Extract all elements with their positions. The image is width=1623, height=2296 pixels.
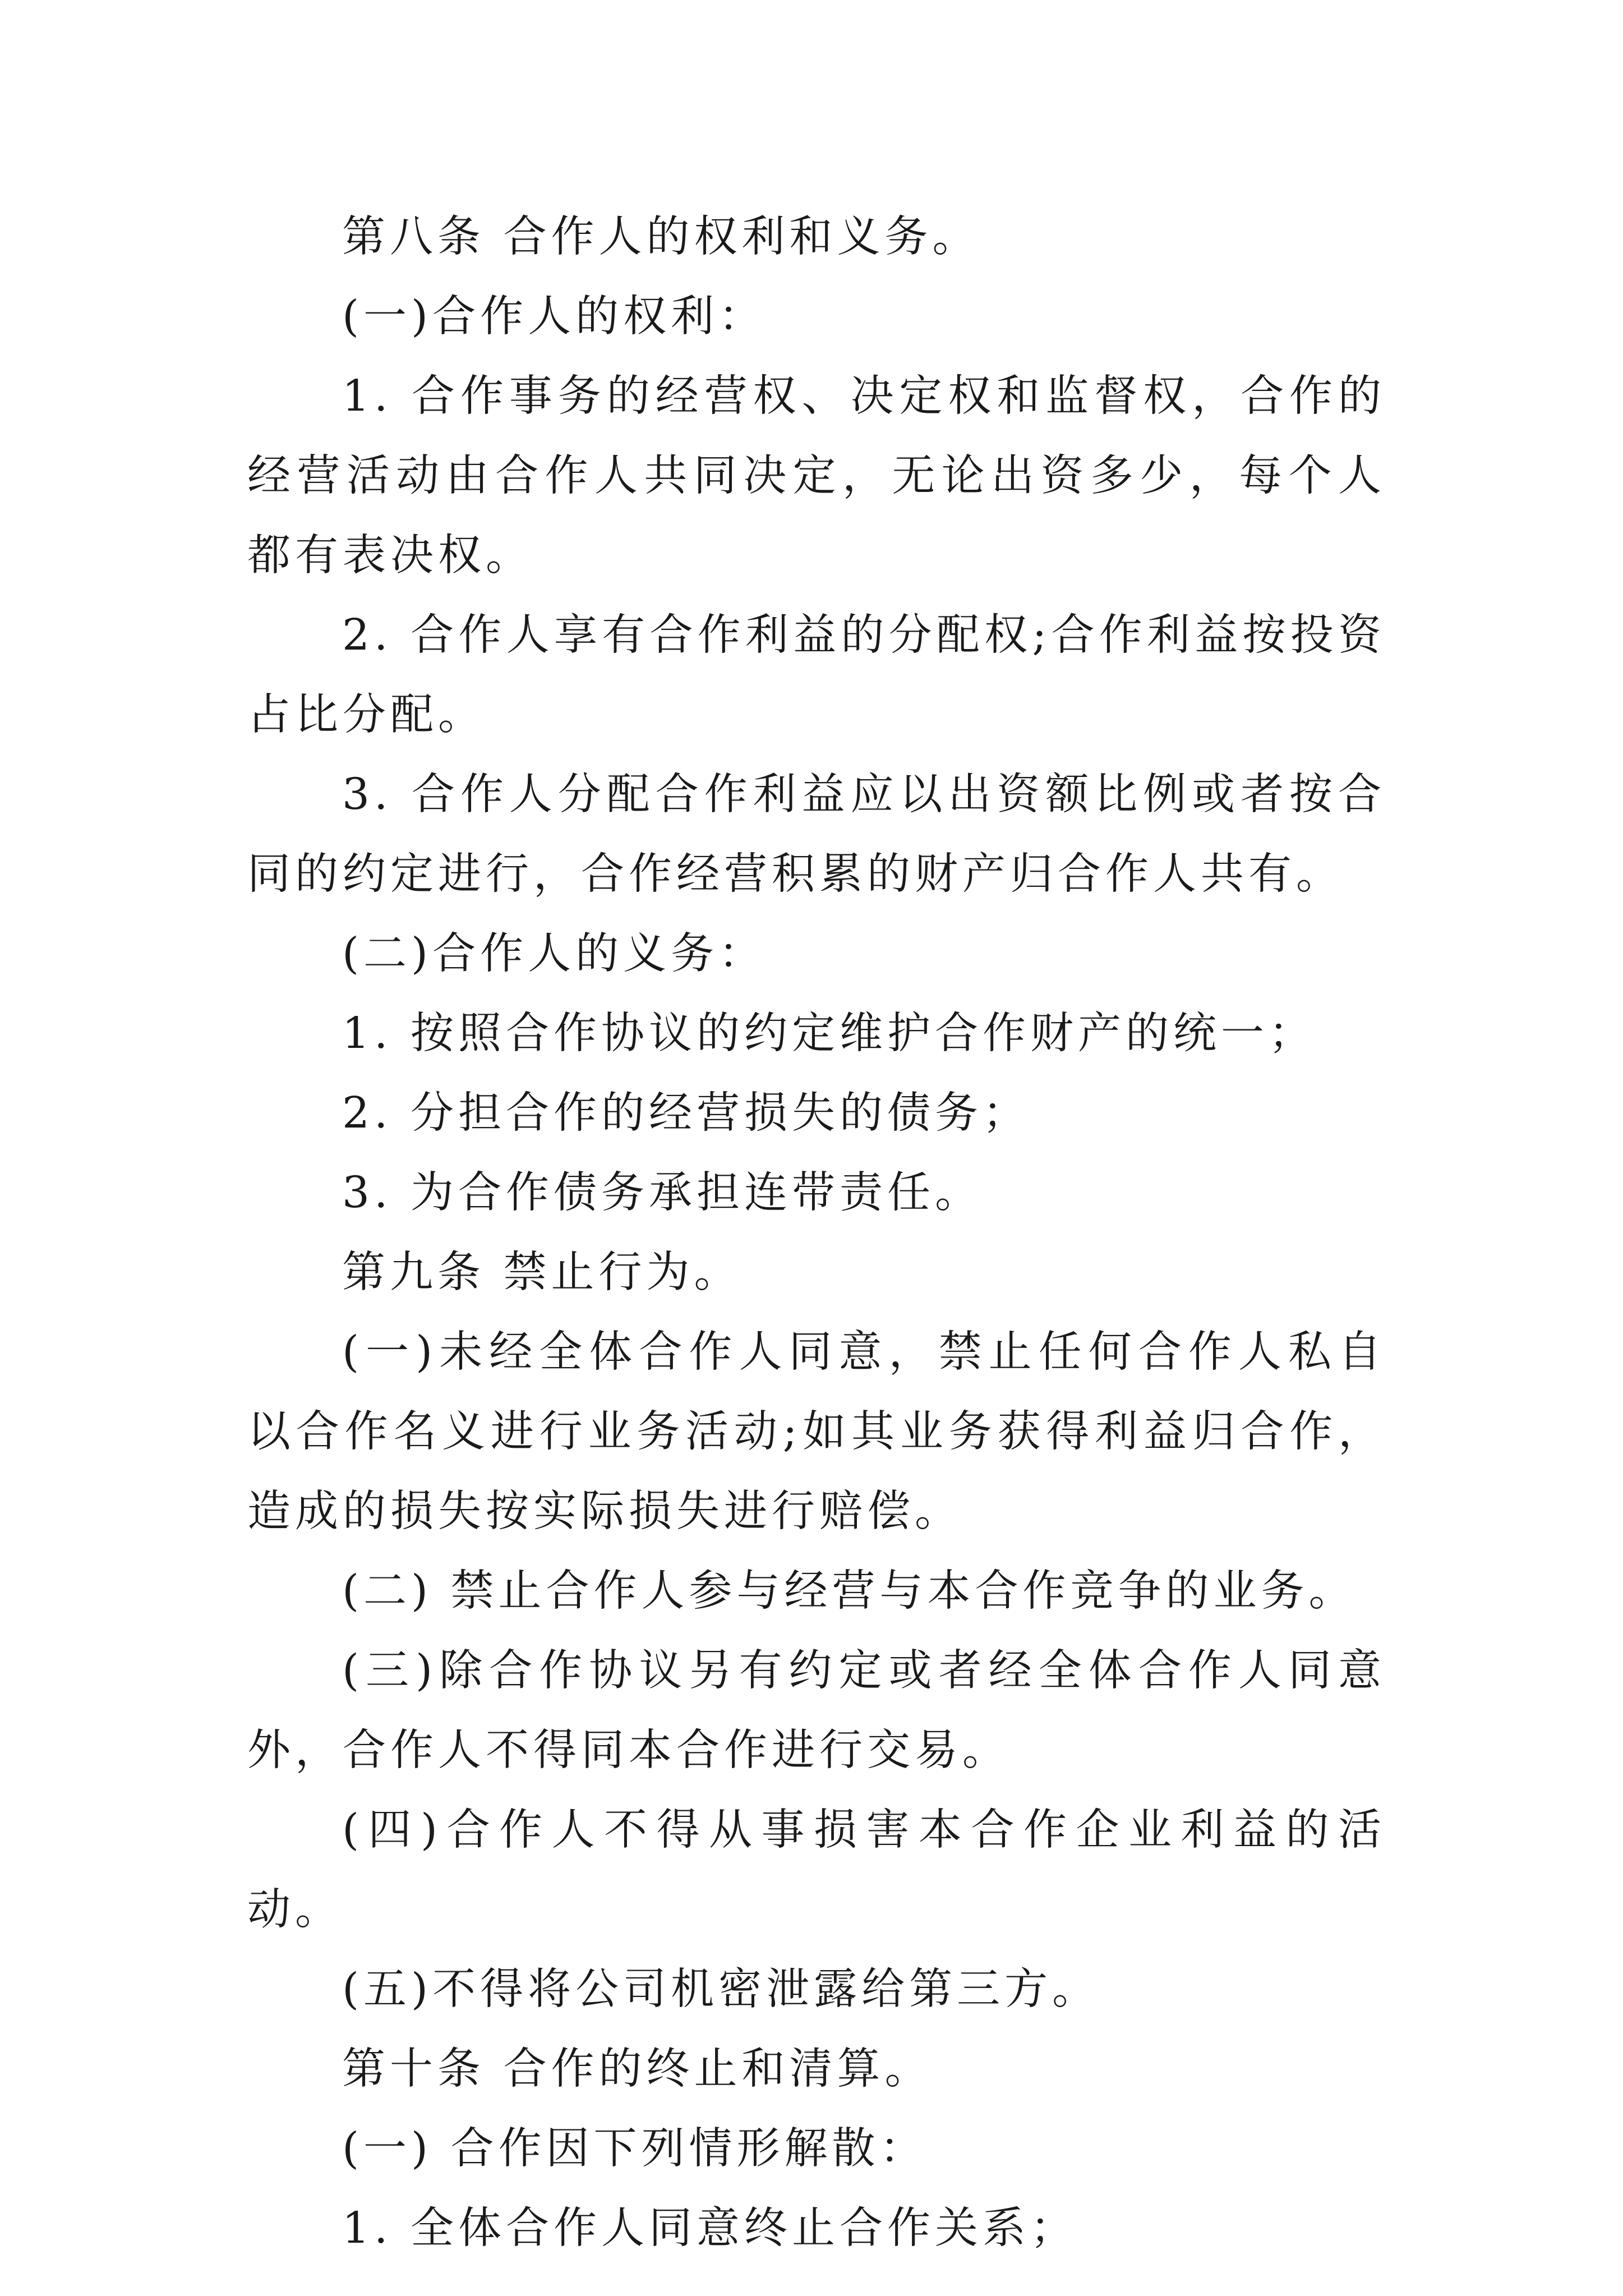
prohibition-item-5: (五)不得将公司机密泄露给第三方。 — [342, 1964, 1100, 2014]
prohibition-item-2: (二) 禁止合作人参与经营与本合作竞争的业务。 — [342, 1566, 1357, 1616]
dissolution-heading: (一) 合作因下列情形解散： — [342, 2124, 928, 2174]
section-partner-rights-heading: (一)合作人的权利： — [342, 292, 767, 342]
document-body — [247, 197, 1386, 2269]
duties-item-1: 1. 按照合作协议的约定维护合作财产的统一； — [342, 1009, 1316, 1059]
rights-item-2: 2. 合作人享有合作利益的分配权;合作利益按投资占比分配。 — [247, 610, 1386, 740]
prohibition-item-1: (一)未经全体合作人同意，禁止任何合作人私自以合作名义进行业务活动;如其业务获得利益归合作，造成的损失按实际损失进行赔偿。 — [247, 1327, 1386, 1536]
article-10-heading: 第十条 合作的终止和清算。 — [342, 2044, 933, 2094]
prohibition-item-4: (四)合作人不得从事损害本合作企业利益的活动。 — [247, 1805, 1386, 1935]
rights-item-1: 1. 合作事务的经营权、决定权和监督权，合作的经营活动由合作人共同决定，无论出资多少，每个人都有表决权。 — [247, 371, 1386, 581]
article-9-heading: 第九条 禁止行为。 — [342, 1248, 742, 1297]
dissolution-item-1: 1. 全体合作人同意终止合作关系； — [342, 2203, 1078, 2253]
section-partner-duties-heading: (二)合作人的义务： — [342, 929, 767, 979]
prohibition-item-3: (三)除合作协议另有约定或者经全体合作人同意外，合作人不得同本合作进行交易。 — [247, 1646, 1386, 1775]
rights-item-3: 3. 合作人分配合作利益应以出资额比例或者按合同的约定进行，合作经营积累的财产归合作人共有。 — [247, 770, 1386, 899]
duties-item-3: 3. 为合作债务承担连带责任。 — [342, 1168, 983, 1218]
duties-item-2: 2. 分担合作的经营损失的债务； — [342, 1088, 1030, 1138]
article-8-heading: 第八条 合作人的权利和义务。 — [342, 212, 980, 262]
